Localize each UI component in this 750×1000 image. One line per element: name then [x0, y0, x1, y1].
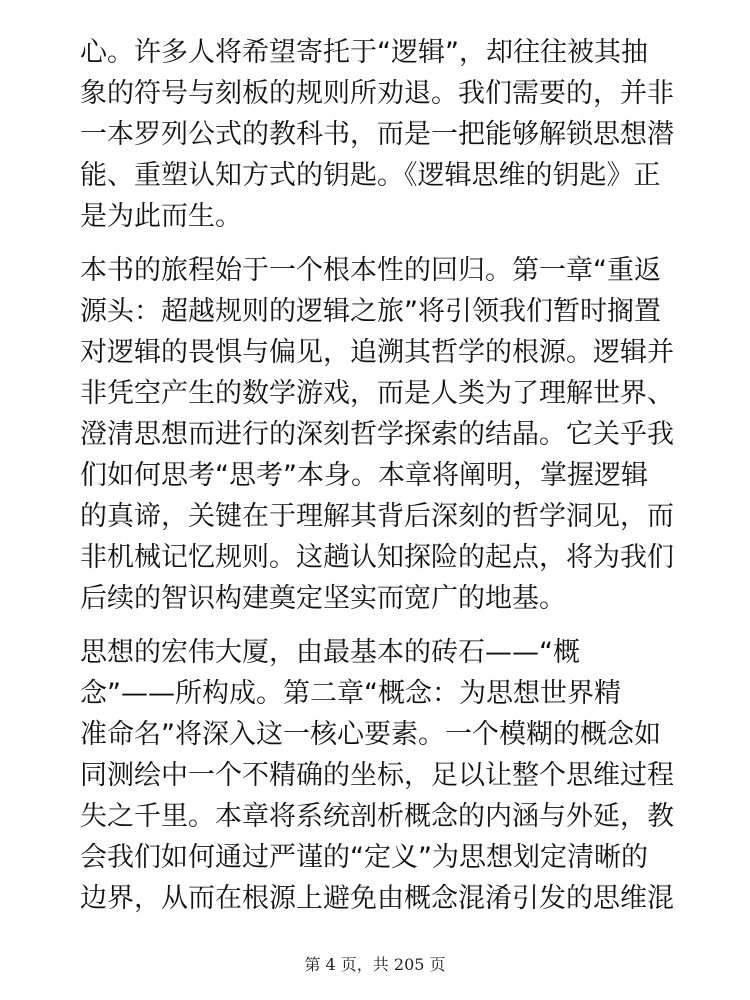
- text-line: 是为此而生。: [80, 201, 242, 232]
- text-line: 念”——所构成。第二章“概念：为思想世界精: [80, 678, 621, 709]
- text-line: 同测绘中一个不精确的坐标，足以让整个思维过程: [80, 760, 674, 791]
- text-line: 后续的智识构建奠定坚实而宽广的地基。: [80, 583, 566, 614]
- text-line: 能、重塑认知方式的钥匙。《逻辑思维的钥匙》正: [80, 160, 661, 191]
- text-line: 本书的旅程始于一个根本性的回归。第一章“重返: [80, 255, 661, 286]
- text-line: 一本罗列公式的教科书，而是一把能够解锁思想潜: [80, 119, 674, 150]
- page-number: 第 4 页，共 205 页: [304, 955, 446, 974]
- text-line: 的真谛，关键在于理解其背后深刻的哲学洞见，而: [80, 501, 674, 532]
- text-line: 准命名”将深入这一核心要素。一个模糊的概念如: [80, 719, 661, 750]
- text-line: 澄清思想而进行的深刻哲学探索的结晶。它关乎我: [80, 419, 674, 450]
- text-line: 思想的宏伟大厦，由最基本的砖石——“概: [80, 637, 580, 668]
- text-line: 会我们如何通过严谨的“定义”为思想划定清晰的: [80, 842, 648, 873]
- paragraph-1: [80, 32, 680, 237]
- text-line: 对逻辑的畏惧与偏见，追溯其哲学的根源。逻辑并: [80, 337, 674, 368]
- text-line: 非机械记忆规则。这趟认知探险的起点，将为我们: [80, 542, 674, 573]
- text-line: 失之千里。本章将系统剖析概念的内涵与外延，教: [80, 801, 674, 832]
- paragraph-2: [80, 250, 680, 619]
- text-line: 们如何思考“思考”本身。本章将阐明，掌握逻辑: [80, 460, 648, 491]
- text-line: 象的符号与刻板的规则所劝退。我们需要的，并非: [80, 78, 674, 109]
- text-line: 源头：超越规则的逻辑之旅”将引领我们暂时搁置: [80, 296, 661, 327]
- text-line: 非凭空产生的数学游戏，而是人类为了理解世界、: [80, 378, 674, 409]
- body-text: [80, 32, 680, 932]
- text-line: 边界，从而在根源上避免由概念混淆引发的思维混: [80, 883, 674, 914]
- text-line: 心。许多人将希望寄托于“逻辑”，却往往被其抽: [80, 37, 648, 68]
- paragraph-3: [80, 632, 680, 919]
